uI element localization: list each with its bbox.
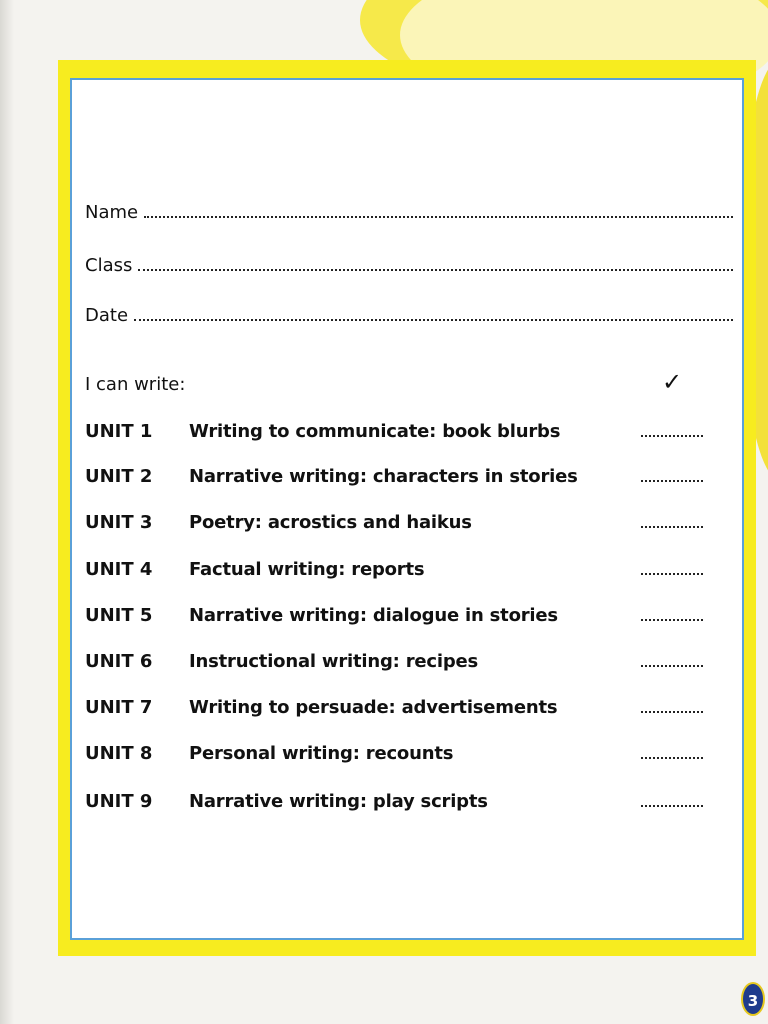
unit-row (85, 743, 705, 769)
unit-tick-line[interactable] (641, 619, 703, 621)
unit-row (85, 512, 705, 538)
unit-tick-line[interactable] (641, 711, 703, 713)
date-field (85, 305, 733, 326)
page-number-badge: 3 (741, 982, 765, 1016)
unit-title: Writing to persuade: advertisements (189, 697, 558, 718)
page-edge-shadow (0, 0, 14, 1024)
unit-title: Narrative writing: dialogue in stories (189, 605, 558, 626)
unit-code: UNIT 8 (85, 743, 153, 764)
unit-tick-line[interactable] (641, 480, 703, 482)
unit-row (85, 697, 705, 723)
unit-title: Narrative writing: characters in stories (189, 466, 578, 487)
unit-title: Poetry: acrostics and haikus (189, 512, 472, 533)
unit-code: UNIT 4 (85, 559, 153, 580)
unit-row (85, 791, 705, 817)
unit-code: UNIT 6 (85, 651, 153, 672)
unit-code: UNIT 9 (85, 791, 153, 812)
unit-title: Narrative writing: play scripts (189, 791, 488, 812)
unit-row (85, 421, 705, 447)
date-label: Date (85, 305, 129, 326)
unit-code: UNIT 2 (85, 466, 153, 487)
unit-code: UNIT 3 (85, 512, 153, 533)
unit-title: Factual writing: reports (189, 559, 425, 580)
unit-title: Personal writing: recounts (189, 743, 454, 764)
unit-row (85, 605, 705, 631)
unit-tick-line[interactable] (641, 526, 703, 528)
unit-code: UNIT 1 (85, 421, 153, 442)
name-label: Name (85, 202, 139, 223)
class-write-line[interactable] (138, 257, 733, 271)
class-label: Class (85, 255, 133, 276)
unit-row (85, 559, 705, 585)
unit-title: Instructional writing: recipes (189, 651, 479, 672)
name-field (85, 202, 733, 223)
unit-code: UNIT 7 (85, 697, 153, 718)
date-write-line[interactable] (134, 307, 733, 321)
unit-title: Writing to communicate: book blurbs (189, 421, 561, 442)
unit-code: UNIT 5 (85, 605, 153, 626)
unit-row (85, 466, 705, 492)
unit-tick-line[interactable] (641, 757, 703, 759)
class-field (85, 255, 733, 276)
name-write-line[interactable] (144, 204, 733, 218)
tick-icon: ✓ (662, 368, 683, 396)
unit-tick-line[interactable] (641, 805, 703, 807)
unit-tick-line[interactable] (641, 665, 703, 667)
unit-row (85, 651, 705, 677)
checklist-heading: I can write: (85, 374, 186, 395)
unit-tick-line[interactable] (641, 435, 703, 437)
unit-tick-line[interactable] (641, 573, 703, 575)
